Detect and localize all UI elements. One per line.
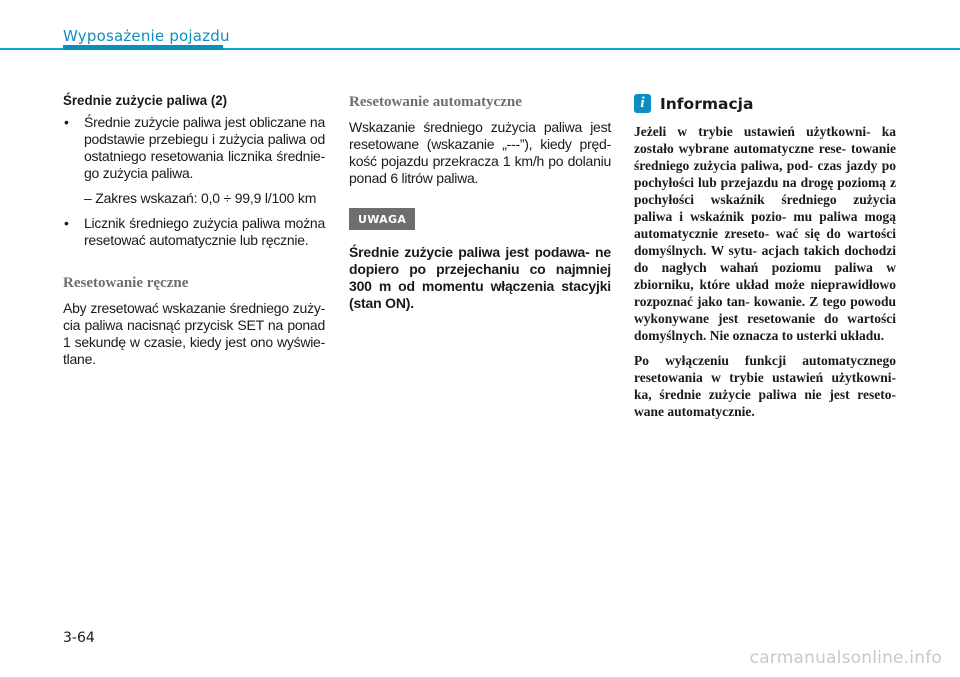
heading-average-fuel: Średnie zużycie paliwa (2) — [63, 92, 228, 108]
info-paragraph-2: Po wyłączeniu funkcji automatycznego resetowania w trybie ustawień użytkowni- ka, średnie zużycie paliwa nie jest reseto- wane automatycznie. — [634, 353, 896, 419]
bullet-text: Średnie zużycie paliwa jest obliczane na podstawie przebiegu i zużycia paliwa od ostatniego resetowania licznika średnie- go zużycia paliwa. — [84, 114, 325, 181]
section-title: Wyposażenie pojazdu — [63, 27, 230, 45]
page-number: 3-64 — [63, 630, 95, 646]
bullet-dot-icon: • — [64, 114, 69, 130]
info-paragraph-1: Jeżeli w trybie ustawień użytkowni- ka zostało wybrane automatyczne rese- towanie średniego zużycia paliwa, pod- czas jazdy po pochyłości lub przejazdu na drogę poziomą z pochyłości wskaźnik średniego zużycia paliwa i wskaźnik pozio- mu paliwa mogą automatycznie zreseto- wać się do wartości domyślnych. W sytu- acjach takich dochodzi do nagłych wahań poziomu paliwa w zbiorniku, które układ może nieprawidłowo rozpoznać jako tan- kowanie. Z tego powodu wykonywane jest resetowanie do wartości domyślnych. Nie oznacza to usterki układu. — [634, 124, 896, 343]
bullet-text: Licznik średniego zużycia paliwa można resetować automatycznie lub ręcznie. — [84, 215, 325, 248]
bullet-list — [63, 114, 325, 182]
column-left — [63, 92, 325, 368]
info-icon: i — [634, 94, 651, 113]
warning-badge: UWAGA — [349, 208, 415, 230]
header-accent-bar — [63, 45, 223, 50]
bullet-item — [63, 215, 325, 249]
heading-auto-reset: Resetowanie automatyczne — [349, 94, 522, 110]
bullet-dot-icon: • — [64, 215, 69, 231]
info-title: Informacja — [660, 94, 754, 113]
manual-reset-text: Aby zresetować wskazanie średniego zuży- cia paliwa nacisnąć przycisk SET na ponad 1 sekundę w czasie, kiedy jest ono wyświe- tlane. — [63, 300, 325, 367]
warning-text: Średnie zużycie paliwa jest podawa- ne dopiero po przejechaniu co najmniej 300 m od momentu włączenia stacyjki (stan ON). — [349, 244, 611, 311]
bullet-item — [63, 114, 325, 182]
watermark: carmanualsonline.info — [749, 648, 942, 668]
auto-reset-text: Wskazanie średniego zużycia paliwa jest resetowane (wskazanie „---”), kiedy pręd- kość pojazdu przekracza 1 km/h po dolaniu ponad 6 litrów paliwa. — [349, 119, 611, 186]
bullet-list-2 — [63, 215, 325, 249]
column-middle — [349, 92, 611, 312]
column-right — [634, 94, 896, 428]
heading-manual-reset: Resetowanie ręczne — [63, 275, 189, 291]
range-text: – Zakres wskazań: 0,0 ÷ 99,9 l/100 km — [84, 190, 317, 206]
info-header — [634, 94, 896, 113]
